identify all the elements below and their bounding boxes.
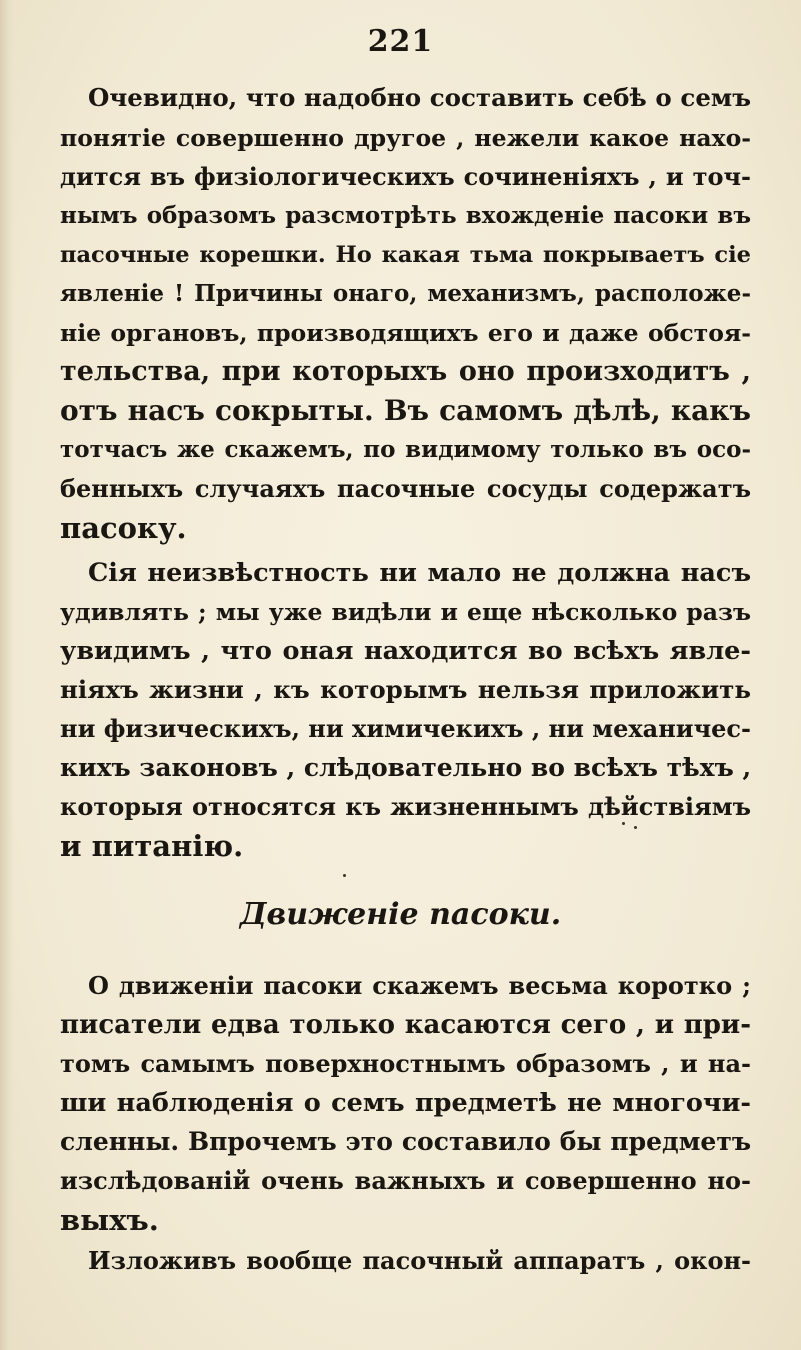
paragraph-3-line-4: ши наблюденія о семъ предметѣ не многочи- (60, 1088, 751, 1118)
paragraph-2-line-1: Сія неизвѣстность ни мало не должна насъ (88, 558, 751, 588)
paragraph-3-line-6: изслѣдованій очень важныхъ и совершенно но- (60, 1166, 751, 1195)
paragraph-1-line-7: ніе органовъ, производящихъ его и даже обстоя- (60, 319, 751, 347)
paragraph-2-line-2: удивлять ; мы уже видѣли и еще нѣсколько разъ (60, 598, 751, 626)
paragraph-1-line-8: тельства, при которыхъ оно произходитъ , (60, 356, 751, 387)
paragraph-1-line-11: бенныхъ случаяхъ пасочные сосуды содержатъ (60, 474, 751, 503)
paragraph-3-line-5: сленны. Впрочемъ это составило бы предметъ (60, 1127, 751, 1156)
paragraph-1-line-2: понятіе совершенно другое , нежели какое нахо- (60, 124, 751, 152)
section-heading: Движеніе пасоки. (239, 897, 562, 932)
paragraph-2-line-4: ніяхъ жизни , къ которымъ нельзя приложить (60, 675, 751, 704)
page-number: 221 (367, 24, 434, 59)
paragraph-2-line-5: ни физическихъ, ни химичекихъ , ни механичес- (60, 714, 752, 743)
paragraph-3-line-2: писатели едва только касаются сего , и при- (60, 1010, 751, 1040)
paragraph-2-line-7: которыя относятся къ жизненнымъ дѣйствіямъ (60, 792, 751, 821)
page-edge-shadow (0, 0, 14, 1350)
paragraph-1-line-6: явленіе ! Причины онаго, механизмъ, расположе- (60, 280, 751, 307)
paragraph-3-line-7: выхъ. (60, 1203, 159, 1237)
print-speck (634, 826, 637, 829)
paragraph-2-line-8: и питанію. (60, 829, 244, 863)
paragraph-3-line-1: О движеніи пасоки скажемъ весьма коротко ; (88, 971, 751, 1000)
paragraph-3-line-3: томъ самымъ поверхностнымъ образомъ , и на- (60, 1049, 751, 1078)
paragraph-1-line-10: тотчасъ же скажемъ, по видимому только въ осо- (60, 436, 751, 463)
paragraph-1-line-12: пасоку. (60, 511, 187, 545)
paragraph-1-line-1: Очевидно, что надобно составить себѣ о семъ (88, 83, 751, 112)
print-speck (343, 874, 346, 877)
paragraph-1-line-4: нымъ образомъ разсмотрѣть вхожденіе пасоки въ (60, 202, 751, 229)
paragraph-4-line-1: Изложивъ вообще пасочный аппаратъ , окон- (88, 1246, 751, 1275)
paragraph-1-line-5: пасочные корешки. Но какая тьма покрываетъ сіе (60, 242, 751, 268)
paragraph-1-line-3: дится въ физіологическихъ сочиненіяхъ , и точ- (60, 162, 751, 191)
print-speck (622, 822, 625, 825)
paragraph-2-line-3: увидимъ , что оная находится во всѣхъ явле- (60, 636, 751, 666)
paragraph-1-line-9: отъ насъ сокрыты. Въ самомъ дѣлѣ, какъ (60, 394, 751, 427)
paragraph-2-line-6: кихъ законовъ , слѣдовательно во всѣхъ тѣхъ , (60, 753, 752, 782)
